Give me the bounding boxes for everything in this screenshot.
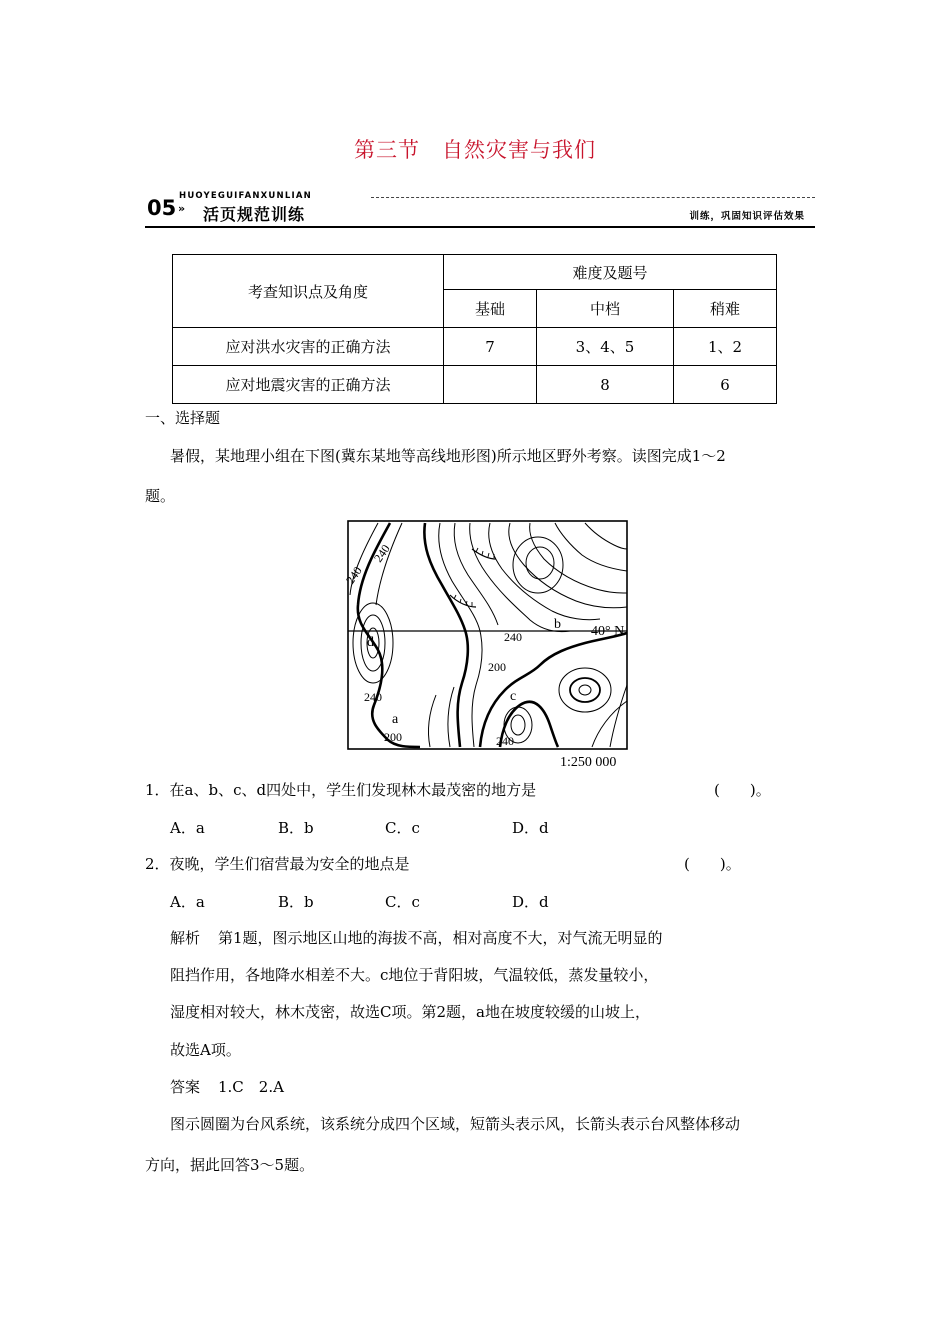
question-1-option: B．b (278, 819, 314, 837)
section-topic: 自然灾害与我们 (442, 138, 596, 162)
row-hard: 6 (674, 366, 777, 404)
section-number: 第三节 (354, 138, 420, 162)
row-basic: 7 (444, 328, 537, 366)
row-medium: 8 (537, 366, 674, 404)
question-1-option: C．c (385, 819, 420, 837)
banner-label: 活页规范训练 (203, 205, 306, 224)
question-1-option: A．a (170, 819, 205, 837)
banner-tagline: 训练，巩固知识评估效果 (689, 211, 805, 222)
chevron-icon: » (178, 202, 186, 215)
banner-number: 05 (147, 196, 177, 220)
question-2-option: A．a (170, 893, 205, 911)
table-header-row (173, 255, 777, 290)
question-1-blank: ( )。 (714, 781, 771, 799)
header-difficulty: 难度及题号 (444, 255, 777, 290)
banner-rule (145, 226, 815, 228)
question-2-blank: ( )。 (684, 855, 741, 873)
contour-label: 240 (496, 734, 514, 748)
contour-label: 200 (488, 660, 506, 674)
map-scale: 1:250 000 (560, 755, 617, 770)
intro-line-2: 题。 (145, 487, 176, 505)
analysis-line: 故选A项。 (170, 1041, 241, 1059)
question-1-option: D．d (512, 819, 549, 837)
row-basic (444, 366, 537, 404)
question-2-stem: 2．夜晚，学生们宿营最为安全的地点是 (145, 855, 410, 873)
question-2-option: B．b (278, 893, 314, 911)
contour-label: 240 (504, 630, 522, 644)
question-2-option: D．d (512, 893, 549, 911)
row-medium: 3、4、5 (537, 328, 674, 366)
contour-map (330, 515, 635, 770)
difficulty-table (172, 254, 777, 404)
contour-label: 200 (384, 730, 402, 744)
analysis-label: 解析 (170, 929, 201, 947)
analysis-line: 湿度相对较大，林木茂密，故选C项。第2题，a地在坡度较缓的山坡上， (170, 1003, 650, 1021)
index-contour-right (480, 633, 627, 747)
page-title (0, 134, 950, 164)
row-hard: 1、2 (674, 328, 777, 366)
next-intro-line-1: 图示圆圈为台风系统，该系统分成四个区域，短箭头表示风，长箭头表示台风整体移动 (170, 1115, 741, 1133)
row-topic: 应对地震灾害的正确方法 (173, 366, 444, 404)
answer-label: 答案 (170, 1078, 201, 1096)
banner-dashed-line (371, 197, 815, 198)
section-heading: 一、选择题 (145, 409, 221, 427)
latitude-label: 40° N (591, 624, 625, 639)
point-b: b (554, 617, 561, 632)
analysis-line: 阻挡作用，各地降水相差不大。c地位于背阳坡，气温较低，蒸发量较小， (170, 966, 659, 984)
table-row (173, 366, 777, 404)
level-hard: 稍难 (674, 290, 777, 328)
intro-line-1: 暑假，某地理小组在下图(冀东某地等高线地形图)所示地区野外考察。读图完成1～2 (170, 447, 726, 465)
point-d: d (367, 635, 374, 650)
exercise-banner (145, 190, 815, 230)
index-contour-center (424, 523, 467, 747)
question-1-stem: 1．在a、b、c、d四处中，学生们发现林木最茂密的地方是 (145, 781, 537, 799)
answer-value: 1.C 2.A (218, 1078, 284, 1096)
point-c: c (510, 689, 517, 704)
analysis-line: 第1题，图示地区山地的海拔不高，相对高度不大，对气流无明显的 (218, 929, 663, 947)
question-2-option: C．c (385, 893, 420, 911)
row-topic: 应对洪水灾害的正确方法 (173, 328, 444, 366)
header-knowledge: 考查知识点及角度 (173, 255, 444, 328)
contour-label: 240 (342, 563, 365, 587)
banner-pinyin: HUOYEGUIFANXUNLIAN (179, 191, 312, 201)
next-intro-line-2: 方向，据此回答3～5题。 (145, 1156, 315, 1174)
point-a: a (392, 712, 399, 727)
contour-label: 240 (364, 690, 382, 704)
level-medium: 中档 (537, 290, 674, 328)
table-row (173, 328, 777, 366)
contour-label: 240 (370, 541, 393, 565)
level-basic: 基础 (444, 290, 537, 328)
